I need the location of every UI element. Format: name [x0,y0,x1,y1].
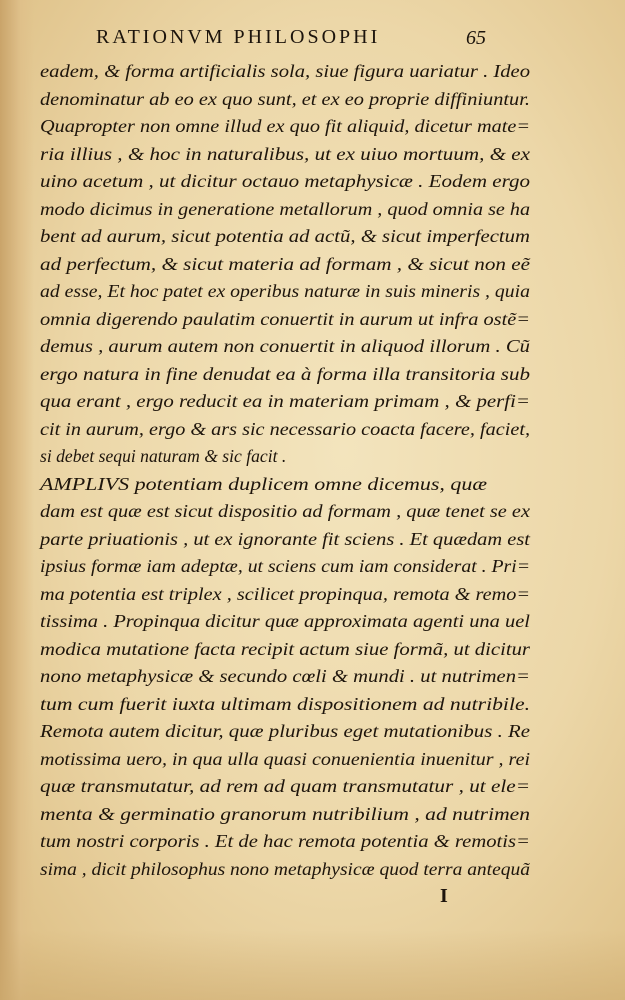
text-line [40,608,530,636]
text-line [40,526,530,554]
text-line [40,416,530,444]
text-line-content: tum cum fuerit iuxta ultimam dispositionem ad nutribile. [40,693,531,714]
text-line-content: denominatur ab eo ex quo sunt, et ex eo proprie diffiniuntur. [40,88,530,109]
facing-page-bleed-through [2,70,22,890]
text-line [40,773,530,801]
text-line-content: bent ad aurum, sicut potentia ad actũ, & sicut imperfectum [40,226,530,246]
text-line [40,856,530,884]
text-line-content: modica mutatione facta recipit actum siue formã, ut dicitur [40,638,531,659]
text-line-content: omnia digerendo paulatim conuertit in aurum ut infra ostẽ= [40,308,530,329]
text-line [40,663,530,691]
text-line-content: dam est quæ est sicut dispositio ad formam , quæ tenet se ex [40,501,530,521]
text-line [40,306,530,334]
text-line [40,251,530,279]
text-line-content: qua erant , ergo reducit ea in materiam primam , & perfi= [40,391,531,411]
text-line [40,746,530,774]
text-line-content: ergo natura in fine denudat ea à forma illa transitoria sub [40,363,531,384]
text-line [40,801,530,829]
text-line-content: menta & germinatio granorum nutribilium , ad nutrimen [40,803,531,824]
running-head [0,26,625,50]
text-line-content: ria illius , & hoc in naturalibus, ut ex uiuo mortuum, & ex [40,143,530,164]
text-line [40,278,530,306]
text-line [40,388,530,416]
text-line-content: tissima . Propinqua dicitur quæ approximata agenti una uel [40,611,531,631]
text-line [40,581,530,609]
text-line [40,553,530,581]
text-line-content: ma potentia est triplex , scilicet propinqua, remota & remo= [40,583,531,604]
text-line [40,443,530,471]
text-line [40,828,530,856]
text-line-content: uino acetum , ut dicitur octauo metaphysicæ . Eodem ergo [40,171,531,191]
text-line [40,498,530,526]
text-line-content: Quapropter non omne illud ex quo fit aliquid, dicetur mate= [40,116,531,136]
text-line-content: si debet sequi naturam & sic facit . [40,446,287,466]
text-line-content: sima , dicit philosophus nono metaphysicæ quod terra antequã [40,858,531,879]
text-line [40,718,530,746]
text-line [40,636,530,664]
body-text [40,58,530,883]
text-line [40,196,530,224]
text-line-content: eadem, & forma artificialis sola, siue figura uariatur . Ideo [40,61,531,81]
text-line-content: Remota autem dicitur, quæ pluribus eget mutationibus . Re [40,721,530,741]
text-line [40,361,530,389]
text-line [40,333,530,361]
text-line-content: AMPLIVS potentiam duplicem omne dicemus, quæ [40,473,488,494]
text-line-content: motissima uero, in qua ulla quasi conuenientia inuenitur , rei [40,748,531,769]
text-line-content: ipsius formæ iam adeptæ, ut sciens cum iam considerat . Pri= [40,556,531,576]
text-line-content: parte priuationis , ut ex ignorante fit sciens . Et quædam est [40,528,530,549]
text-line-content: modo dicimus in generatione metallorum , quod omnia se ha [40,198,531,219]
text-line [40,471,530,499]
text-line [40,223,530,251]
text-line [40,168,530,196]
text-line [40,691,530,719]
folio-number: 65 [466,27,486,49]
text-line-content: ad esse, Et hoc patet ex operibus naturæ in suis mineris , quia [40,281,531,301]
text-line-content: nono metaphysicæ & secundo cœli & mundi . ut nutrimen= [40,666,530,686]
text-line-content: demus , aurum autem non conuertit in aliquod illorum . Cũ [40,336,530,356]
text-line-content: quæ transmutatur, ad rem ad quam transmutatur , ut ele= [40,776,531,796]
signature-mark: I [440,885,448,907]
text-line-content: ad perfectum, & sicut materia ad formam , & sicut non eẽ [40,253,531,274]
running-head-title: RATIONVM PHILOSOPHI [96,26,381,48]
text-line [40,141,530,169]
page-bottom-shadow [0,930,625,1000]
text-line-content: cit in aurum, ergo & ars sic necessario coacta facere, faciet, [40,418,531,439]
text-line [40,58,530,86]
text-line-content: tum nostri corporis . Et de hac remota potentia & remotis= [40,831,530,851]
text-line [40,86,530,114]
text-line [40,113,530,141]
